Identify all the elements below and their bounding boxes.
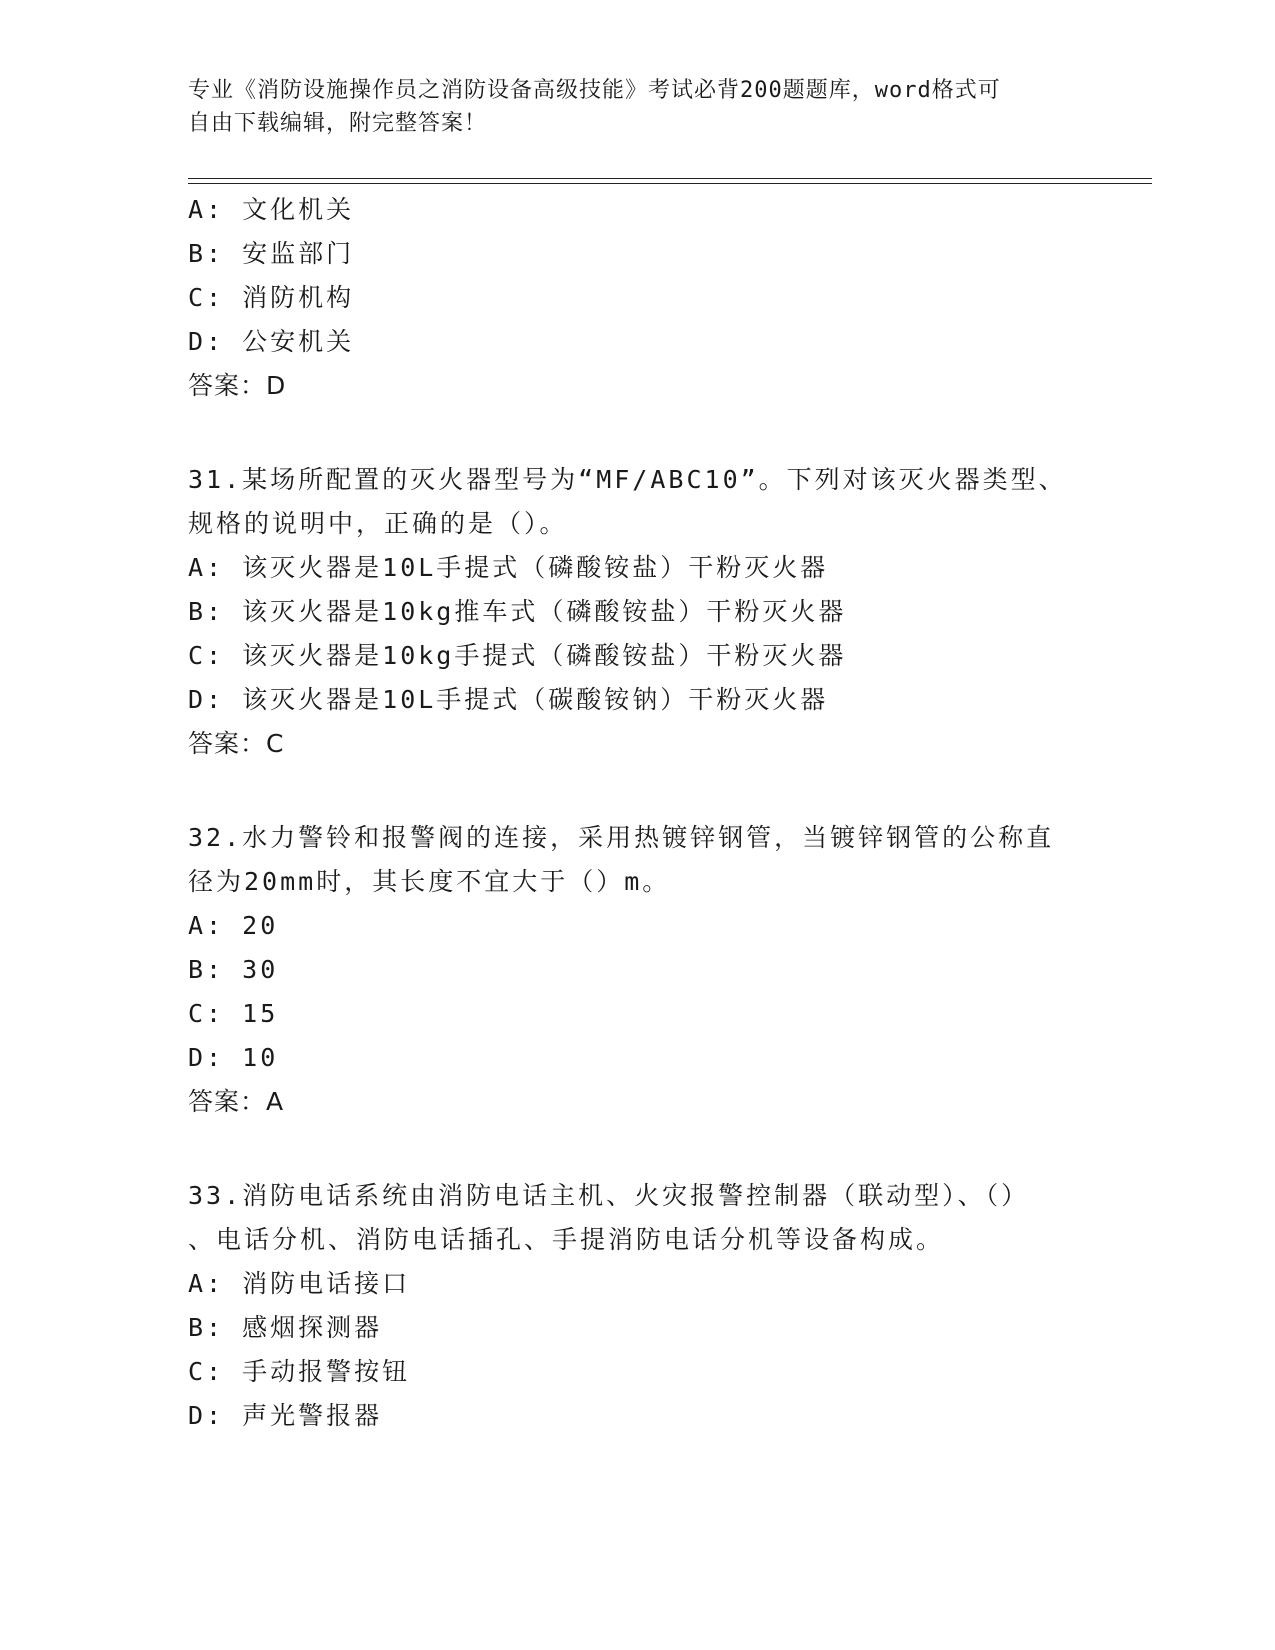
q32-answer: 答案：A	[188, 1087, 285, 1116]
q30-option-a: A: 文化机关	[188, 195, 355, 224]
q33-stem-line-1: 33.消防电话系统由消防电话主机、火灾报警控制器（联动型）、（）	[188, 1181, 1030, 1210]
q33-stem-line-2: 、电话分机、消防电话插孔、手提消防电话分机等设备构成。	[188, 1225, 945, 1254]
q32-option-d: D: 10	[188, 1043, 279, 1072]
q33-option-c: C: 手动报警按钮	[188, 1357, 411, 1386]
q31-option-a: A: 该灭火器是10L手提式（磷酸铵盐）干粉灭火器	[188, 553, 829, 582]
q31-option-c: C: 该灭火器是10kg手提式（磷酸铵盐）干粉灭火器	[188, 641, 847, 670]
header-divider-top	[188, 178, 1152, 179]
q32-stem-line-1: 32.水力警铃和报警阀的连接，采用热镀锌钢管，当镀锌钢管的公称直	[188, 823, 1055, 852]
q30-answer: 答案：D	[188, 371, 287, 400]
q33-option-b: B: 感烟探测器	[188, 1313, 383, 1342]
q30-option-b: B: 安监部门	[188, 239, 355, 268]
header-divider-bottom	[188, 183, 1152, 184]
q30-option-c: C: 消防机构	[188, 283, 355, 312]
q32-option-a: A: 20	[188, 911, 279, 940]
q31-option-b: B: 该灭火器是10kg推车式（磷酸铵盐）干粉灭火器	[188, 597, 847, 626]
q31-stem-line-2: 规格的说明中，正确的是（）。	[188, 509, 568, 538]
q32-option-c: C: 15	[188, 999, 279, 1028]
q31-option-d: D: 该灭火器是10L手提式（碳酸铵钠）干粉灭火器	[188, 685, 829, 714]
header-line-2: 自由下载编辑，附完整答案！	[188, 111, 488, 136]
q30-option-d: D: 公安机关	[188, 327, 355, 356]
q32-option-b: B: 30	[188, 955, 279, 984]
q31-answer: 答案：C	[188, 729, 285, 758]
q33-option-a: A: 消防电话接口	[188, 1269, 411, 1298]
header-line-1: 专业《消防设施操作员之消防设备高级技能》考试必背200题题库，word格式可	[188, 78, 1001, 103]
document-header	[188, 74, 1088, 140]
q33-option-d: D: 声光警报器	[188, 1401, 383, 1430]
q32-stem-line-2: 径为20mm时，其长度不宜大于（）m。	[188, 867, 671, 896]
q31-stem-line-1: 31.某场所配置的灭火器型号为“MF/ABC10”。下列对该灭火器类型、	[188, 465, 1067, 494]
